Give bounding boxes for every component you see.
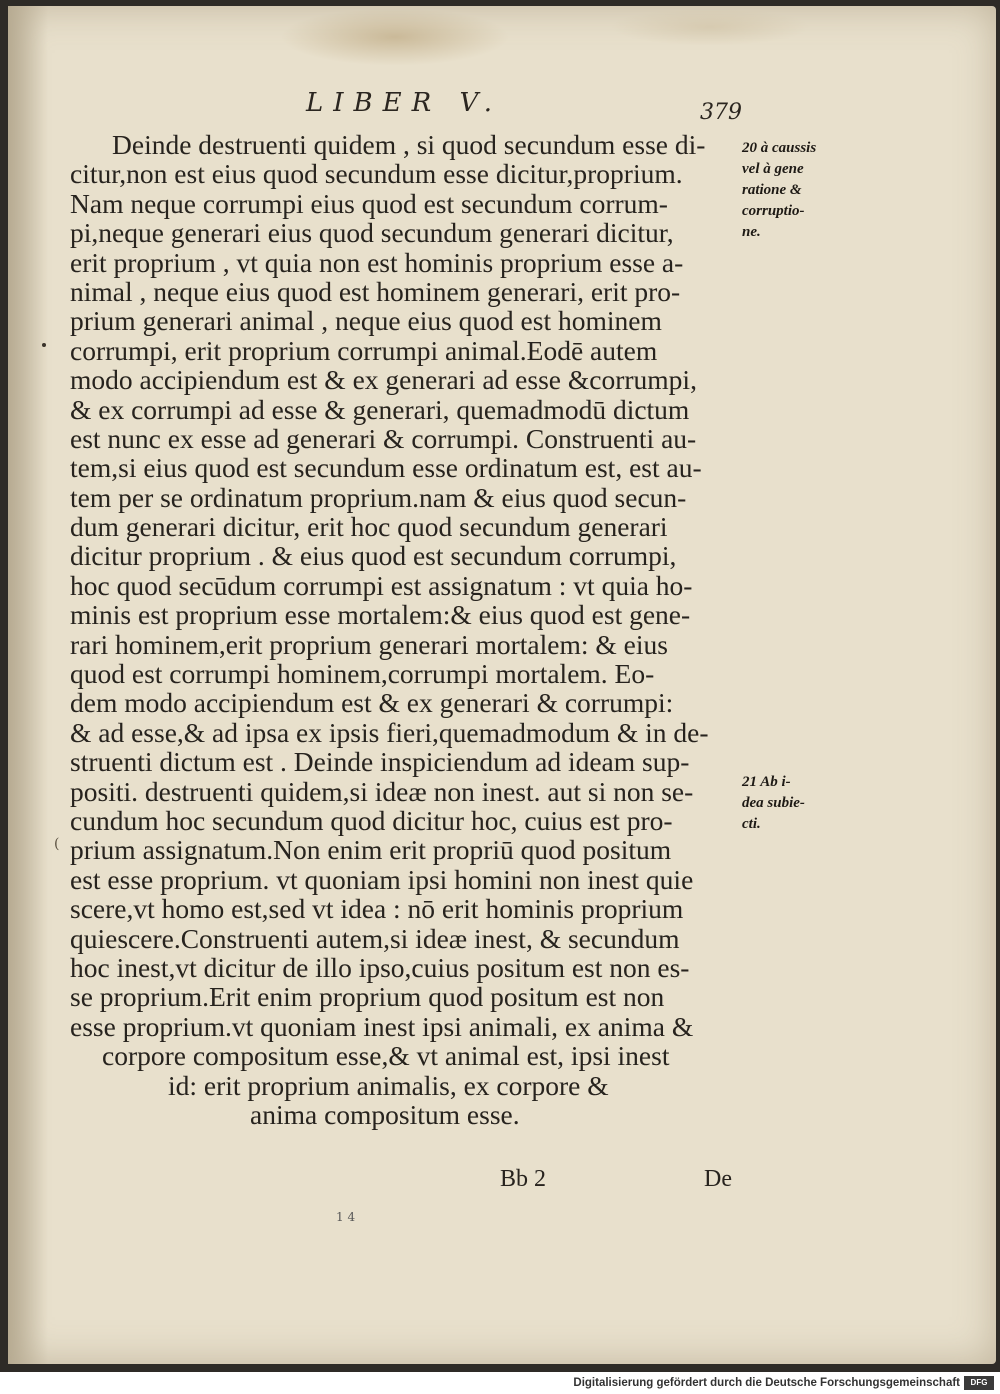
- text-line: Nam neque corrumpi eius quod est secundum corrum-: [70, 187, 668, 219]
- text-line: dum generari dicitur, erit hoc quod secundum generari: [70, 511, 668, 543]
- funding-credit: Digitalisierung gefördert durch die Deutsche Forschungsgemeinschaft: [573, 1377, 960, 1389]
- paper-stain: [610, 8, 810, 46]
- running-title: LIBER V.: [306, 88, 502, 118]
- marginal-note: [742, 772, 854, 835]
- text-line: pi,neque generari eius quod secundum generari dicitur,: [70, 217, 674, 249]
- text-line: positi. destruenti quidem,si ideæ non inest. aut si non se-: [70, 775, 694, 807]
- signature-mark: Bb 2: [500, 1166, 547, 1192]
- text-line: dicitur proprium . & eius quod est secundum corrumpi,: [70, 540, 677, 572]
- marginal-note-line: vel à gene: [742, 161, 804, 177]
- marginal-note-line: corruptio-: [742, 203, 805, 219]
- text-line: cundum hoc secundum quod dicitur hoc, cuius est pro-: [70, 804, 673, 836]
- text-line: rari hominem,erit proprium generari mortalem: & eius: [70, 628, 668, 660]
- paper-stain: [280, 8, 510, 66]
- text-line: struenti dictum est . Deinde inspiciendum ad ideam sup-: [70, 746, 690, 778]
- main-text-block: [70, 130, 750, 1129]
- stray-mark: 1 4: [336, 1210, 356, 1224]
- text-line: esse proprium.vt quoniam inest ipsi animali, ex anima &: [70, 1010, 694, 1042]
- marginal-note-line: ne.: [742, 224, 761, 240]
- text-line: citur,non est eius quod secundum esse dicitur,proprium.: [70, 158, 683, 190]
- text-line: prium assignatum.Non enim erit propriū quod positum: [70, 834, 672, 866]
- text-line: corpore compositum esse,& vt animal est, ipsi inest: [102, 1040, 670, 1072]
- catchword: De: [704, 1166, 732, 1192]
- text-line: prium generari animal , neque eius quod est hominem: [70, 305, 662, 337]
- text-line: quiescere.Construenti autem,si ideæ inest, & secundum: [70, 922, 680, 954]
- marginal-note-line: ratione &: [742, 182, 802, 198]
- page-gutter-shadow: [8, 6, 48, 1364]
- text-line: erit proprium , vt quia non est hominis proprium esse a-: [70, 246, 684, 278]
- text-line: minis est proprium esse mortalem:& eius quod est gene-: [70, 599, 691, 631]
- text-line: tem per se ordinatum proprium.nam & eius quod secun-: [70, 481, 687, 513]
- text-line: est nunc ex esse ad generari & corrumpi. Construenti au-: [70, 422, 697, 454]
- text-line: Deinde destruenti quidem , si quod secundum esse di-: [112, 129, 706, 160]
- text-line: corrumpi, erit proprium corrumpi animal.Eodē autem: [70, 334, 658, 366]
- marginal-note: [742, 138, 854, 243]
- dfg-logo-icon: DFG: [964, 1376, 994, 1390]
- marginal-note-line: cti.: [742, 816, 761, 832]
- marginal-note-line: 20 à caussis: [742, 140, 817, 156]
- text-line: nimal , neque eius quod est hominem generari, erit pro-: [70, 275, 681, 307]
- ink-mark: (: [54, 836, 60, 852]
- page-number: 379: [700, 100, 742, 125]
- text-line: tem,si eius quod est secundum esse ordinatum est, est au-: [70, 452, 702, 484]
- text-line: scere,vt homo est,sed vt idea : nō erit hominis proprium: [70, 893, 684, 925]
- text-line: modo accipiendum est & ex generari ad esse &corrumpi,: [70, 364, 697, 396]
- text-line: dem modo accipiendum est & ex generari & corrumpi:: [70, 687, 674, 719]
- marginal-note-line: 21 Ab i-: [742, 774, 791, 790]
- ink-mark: [42, 343, 46, 347]
- text-line: est esse proprium. vt quoniam ipsi homini non inest quie: [70, 863, 694, 895]
- text-line: anima compositum esse.: [250, 1098, 520, 1130]
- text-line: & ex corrumpi ad esse & generari, quemadmodū dictum: [70, 393, 690, 425]
- marginal-note-line: dea subie-: [742, 795, 805, 811]
- text-line: se proprium.Erit enim proprium quod positum est non: [70, 981, 665, 1013]
- text-line: id: erit proprium animalis, ex corpore &: [168, 1069, 609, 1101]
- text-line: hoc quod secūdum corrumpi est assignatum : vt quia ho-: [70, 569, 693, 601]
- text-line: quod est corrumpi hominem,corrumpi mortalem. Eo-: [70, 658, 655, 690]
- text-line: hoc inest,vt dicitur de illo ipso,cuius positum est non es-: [70, 951, 690, 983]
- text-line: & ad esse,& ad ipsa ex ipsis fieri,quemadmodum & in de-: [70, 716, 709, 748]
